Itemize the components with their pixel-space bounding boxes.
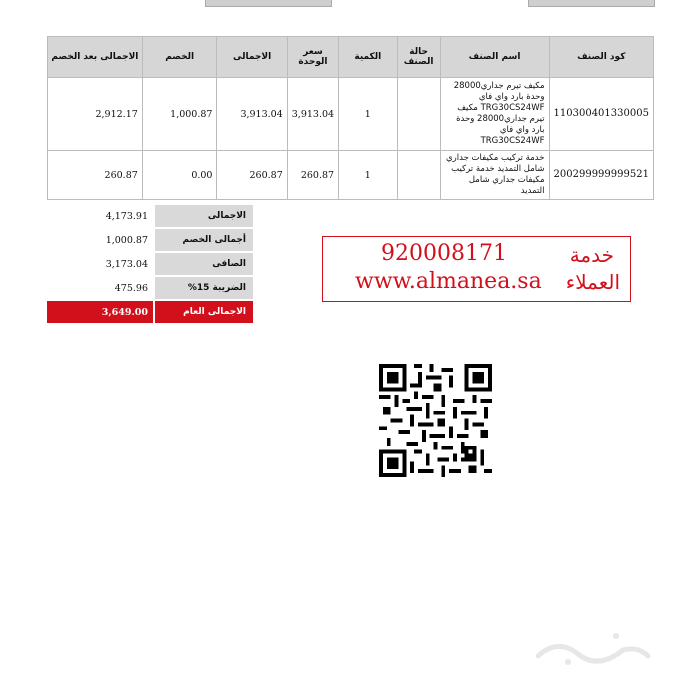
cell-code: 110300401330005 bbox=[549, 78, 653, 151]
cell-qty: 1 bbox=[339, 78, 397, 151]
grand-total-row bbox=[47, 301, 253, 323]
totals-row bbox=[47, 229, 253, 251]
cell-unit-price: 3,913.04 bbox=[287, 78, 338, 151]
header-name: اسم الصنف bbox=[440, 37, 549, 78]
net-value: 3,173.04 bbox=[105, 258, 148, 270]
customer-service-box bbox=[322, 236, 631, 302]
watermark-logo bbox=[528, 628, 658, 668]
cell-net: 260.87 bbox=[48, 151, 143, 200]
discount-total-value: 1,000.87 bbox=[105, 234, 148, 246]
service-website: www.almanea.sa bbox=[355, 269, 542, 294]
vat-value: 475.96 bbox=[114, 282, 148, 294]
header-field-right bbox=[528, 0, 655, 7]
grand-total-label: الاجمالى العام bbox=[153, 301, 253, 323]
service-phone: 920008171 bbox=[381, 241, 507, 266]
table-header-row bbox=[48, 37, 654, 78]
cell-name: مكيف تيرم جداري28000 وحدة بارد واي فاي TRG30CS24WF مكيف تيرم جداري28000 وحدة بارد واي فاي TRG30CS24WF bbox=[440, 78, 549, 151]
net-label: الصافى bbox=[153, 253, 253, 275]
header-field-left bbox=[205, 0, 332, 7]
header-unit-price: سعر الوحدة bbox=[287, 37, 338, 78]
qr-code bbox=[379, 364, 492, 477]
items-table bbox=[47, 36, 654, 200]
cell-discount: 0.00 bbox=[142, 151, 217, 200]
header-total: الاجمالى bbox=[217, 37, 287, 78]
vat-label: الضريبة 15% bbox=[153, 277, 253, 299]
totals-table bbox=[47, 203, 253, 325]
grand-total-value: 3,649.00 bbox=[47, 301, 153, 323]
header-discount: الخصم bbox=[142, 37, 217, 78]
cell-status bbox=[397, 78, 440, 151]
service-label-line2: العملاء bbox=[565, 270, 620, 294]
header-status: حالة الصنف bbox=[397, 37, 440, 78]
total-label: الاجمالى bbox=[153, 205, 253, 227]
cell-unit-price: 260.87 bbox=[287, 151, 338, 200]
table-row bbox=[48, 151, 654, 200]
header-qty: الكمية bbox=[339, 37, 397, 78]
total-value: 4,173.91 bbox=[105, 210, 148, 222]
discount-total-label: أجمالى الخصم bbox=[153, 229, 253, 251]
header-code: كود الصنف bbox=[549, 37, 653, 78]
totals-row bbox=[47, 277, 253, 299]
cell-status bbox=[397, 151, 440, 200]
cell-total: 260.87 bbox=[217, 151, 287, 200]
cell-code: 200299999999521 bbox=[549, 151, 653, 200]
header-net: الاجمالى بعد الخصم bbox=[48, 37, 143, 78]
cell-name: خدمة تركيب مكيفات جداري شامل التمديد خدمة تركيب مكيفات جداري شامل التمديد bbox=[440, 151, 549, 200]
service-label-line1: خدمة bbox=[569, 243, 614, 267]
table-row bbox=[48, 78, 654, 151]
cell-discount: 1,000.87 bbox=[142, 78, 217, 151]
cell-qty: 1 bbox=[339, 151, 397, 200]
cell-net: 2,912.17 bbox=[48, 78, 143, 151]
totals-row bbox=[47, 253, 253, 275]
totals-row bbox=[47, 205, 253, 227]
cell-total: 3,913.04 bbox=[217, 78, 287, 151]
